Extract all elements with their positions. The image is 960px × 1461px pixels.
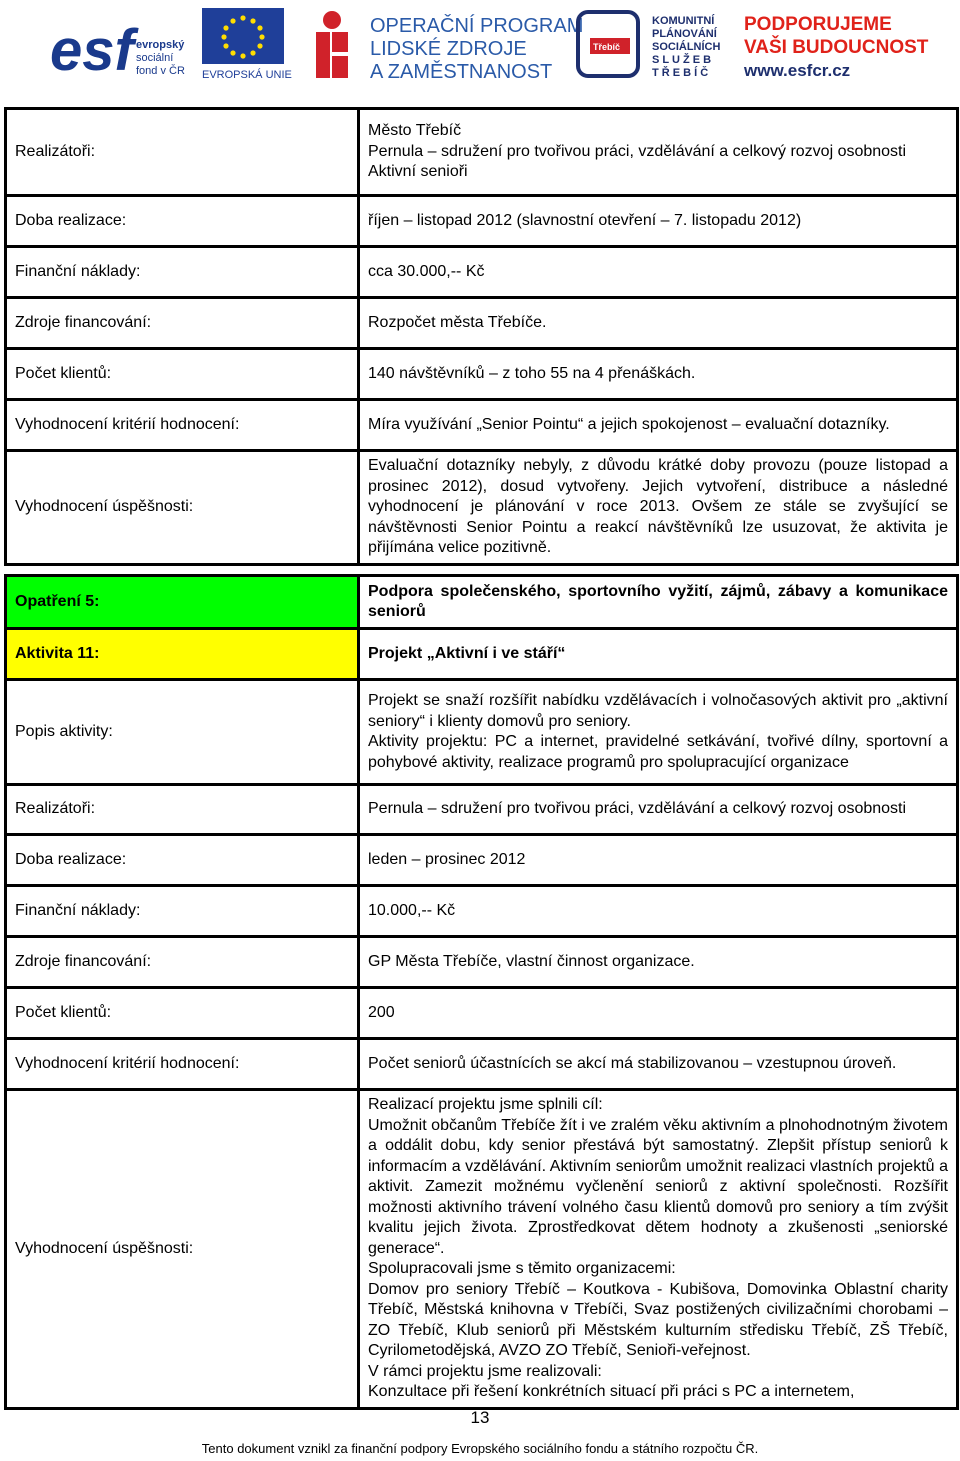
row-value (359, 400, 958, 451)
kps-line4: S L U Ž E B (652, 54, 712, 66)
value-line: leden – prosinec 2012 (368, 850, 526, 868)
row-label: Finanční náklady: (6, 247, 359, 298)
op-logo-graphic (312, 8, 584, 83)
row-value (359, 886, 958, 937)
op-logo (312, 8, 584, 83)
row-value (359, 988, 958, 1039)
kps-logo (576, 8, 732, 80)
value-line: GP Města Třebíče, vlastní činnost organizace. (368, 952, 695, 970)
kps-line5: T Ř E B Í Č (652, 67, 709, 79)
value-line: Projekt se snaží rozšířit nabídku vzdělávacích i volnočasových aktivit pro „aktivní seniory“ i klienty domovů pro seniory. (368, 692, 948, 730)
value-line: cca 30.000,-- Kč (368, 262, 485, 280)
footer-note: Tento dokument vznikl za finanční podpory Evropského sociálního fondu a státního rozpočtu ČR. (201, 1441, 759, 1456)
value-line: 140 návštěvníků – z toho 55 na 4 přenáškách. (368, 364, 696, 382)
value-line: Domov pro seniory Třebíč – Koutkova - Kubišova, Domovinka Oblastní charity Třebíč, Městská knihovna v Třebíči, Svaz postižených civilizačními chorobami – ZO Třebíč, Klub seniorů při Městském kulturním středisku Třebíč, ZŠ Třebíč, Cyrilometodějská, AVZO ZO Třebíč, Senioři-veřejnost. (368, 1280, 948, 1359)
row-value (359, 785, 958, 835)
table-row (6, 937, 958, 988)
value-line: Konzultace při řešení konkrétních situací při práci s PC a internetem, (368, 1383, 855, 1400)
row-value (359, 937, 958, 988)
row-label: Zdroje financování: (6, 298, 359, 349)
value-line: Evaluační dotazníky nebyly, z důvodu krátké doby provozu (pouze listopad a prosinec 2012), dosud vytvořeny. Jejich vytvoření, distribuce a následné vyhodnocení je plánování v roce 2013. Ovšem ze stále se zvyšující se návštěvnosti Senior Pointu a reakcí návštěvníků lze usuzovat, že aktivita je přijímána velice pozitivně. (368, 457, 948, 556)
row-label: Vyhodnocení úspěšnosti: (6, 1090, 359, 1409)
table-row (6, 835, 958, 886)
row-value (359, 451, 958, 565)
row-value (359, 1039, 958, 1090)
esf-letters: esf (50, 18, 134, 83)
kps-logo-graphic (576, 8, 732, 80)
value-line: Aktivity projektu: PC a internet, pravidelné setkávání, tvořivé dílny, sportovní a pohybové aktivity, realizace programů pro spolupracující organizace (368, 733, 948, 771)
row-label: Doba realizace: (6, 835, 359, 886)
row-value (359, 247, 958, 298)
activity-table-1 (4, 107, 959, 566)
activity-value: Projekt „Aktivní i ve stáří“ (359, 629, 958, 680)
table-row (6, 247, 958, 298)
value-line: Pernula – sdružení pro tvořivou práci, vzdělávání a celkový rozvoj osobnosti (368, 142, 907, 160)
table-row (6, 1090, 958, 1409)
table-row (6, 451, 958, 565)
op-line2: LIDSKÉ ZDROJE (370, 38, 527, 60)
row-label: Realizátoři: (6, 109, 359, 196)
measure-label: Opatření 5: (6, 576, 359, 629)
value-line: Počet seniorů účastnících se akcí má stabilizovanou – vzestupnou úroveň. (368, 1054, 897, 1072)
value-line: říjen – listopad 2012 (slavnostní otevření – 7. listopadu 2012) (368, 211, 802, 229)
row-value (359, 1090, 958, 1409)
value-line: Spolupracovali jsme s těmito organizacemi: (368, 1260, 676, 1277)
table-row (6, 988, 958, 1039)
row-value (359, 349, 958, 400)
row-value (359, 298, 958, 349)
value-line: Míra využívání „Senior Pointu“ a jejich spokojenost – evaluační dotazníky. (368, 415, 890, 433)
row-label: Vyhodnocení kritérií hodnocení: (6, 400, 359, 451)
page-number: 13 (470, 1408, 490, 1427)
table-row (6, 109, 958, 196)
table-row (6, 785, 958, 835)
slogan-line2: VAŠI BUDOUCNOST (744, 37, 929, 58)
table-row (6, 680, 958, 785)
kps-line1: KOMUNITNÍ (652, 15, 715, 27)
value-line: 200 (368, 1003, 395, 1021)
kps-line2: PLÁNOVÁNÍ (652, 28, 717, 40)
eu-caption: EVROPSKÁ UNIE (202, 69, 292, 81)
row-value (359, 835, 958, 886)
esf-logo-graphic (48, 8, 196, 83)
row-value (359, 680, 958, 785)
row-label: Popis aktivity: (6, 680, 359, 785)
activity-label: Aktivita 11: (6, 629, 359, 680)
value-line: Město Třebíč (368, 122, 462, 140)
value-line: V rámci projektu jsme realizovali: (368, 1362, 602, 1380)
row-label: Doba realizace: (6, 196, 359, 247)
slogan-line1: PODPORUJEME (744, 14, 892, 35)
measure-value: Podpora společenského, sportovního vyžití, zájmů, zábavy a komunikace seniorů (359, 576, 958, 629)
esf-line3: fond v ČR (136, 65, 185, 77)
measure-row (6, 576, 958, 629)
esf-logo (48, 8, 196, 83)
table-row (6, 886, 958, 937)
kps-line3: SOCIÁLNÍCH (652, 41, 721, 53)
row-label: Realizátoři: (6, 785, 359, 835)
value-line: Realizací projektu jsme splnili cíl: (368, 1096, 603, 1113)
row-label: Vyhodnocení kritérií hodnocení: (6, 1039, 359, 1090)
value-line: Rozpočet města Třebíče. (368, 313, 547, 331)
table-row (6, 349, 958, 400)
row-label: Finanční náklady: (6, 886, 359, 937)
row-value (359, 109, 958, 196)
value-line: Umožnit občanům Třebíče žít i ve zralém věku aktivním a plnohodnotným životem a oddálit dobu, kdy senior přestává být samostatný. Zlepšit přístup seniorů k informacím a vzdělávání. Aktivním seniorům umožnit realizaci vlastních projektů a aktivit. Zamezit možnému vyčlenění seniorů z aktivní společnosti. Rozšířit možnosti aktivního trávení volného času klientů domovů pro seniory a tím zvýšit kvalitu jejich života. Zprostředkovat dětem hodnoty a zkušenosti „seniorské generace“. (368, 1116, 948, 1257)
table-row (6, 196, 958, 247)
row-label: Počet klientů: (6, 988, 359, 1039)
activity-table-2 (4, 574, 959, 1410)
table-row (6, 298, 958, 349)
kps-badge: Třebíč (593, 42, 621, 52)
eu-logo (200, 8, 292, 81)
esf-line2: sociální (136, 52, 174, 64)
row-value (359, 196, 958, 247)
eu-flag-icon (200, 8, 292, 81)
op-line3: A ZAMĚSTNANOST (370, 61, 553, 83)
value-line: Aktivní senioři (368, 163, 468, 181)
table-row (6, 1039, 958, 1090)
value-line: 10.000,-- Kč (368, 901, 456, 919)
slogan-graphic (742, 8, 956, 80)
header-logos (0, 0, 960, 95)
table-row (6, 400, 958, 451)
slogan-logo (742, 8, 956, 80)
slogan-url: www.esfcr.cz (744, 61, 851, 80)
row-label: Zdroje financování: (6, 937, 359, 988)
row-label: Vyhodnocení úspěšnosti: (6, 451, 359, 565)
op-line1: OPERAČNÍ PROGRAM (370, 15, 584, 37)
value-line: Pernula – sdružení pro tvořivou práci, vzdělávání a celkový rozvoj osobnosti (368, 800, 907, 818)
row-label: Počet klientů: (6, 349, 359, 400)
activity-row (6, 629, 958, 680)
esf-line1: evropský (136, 39, 185, 51)
